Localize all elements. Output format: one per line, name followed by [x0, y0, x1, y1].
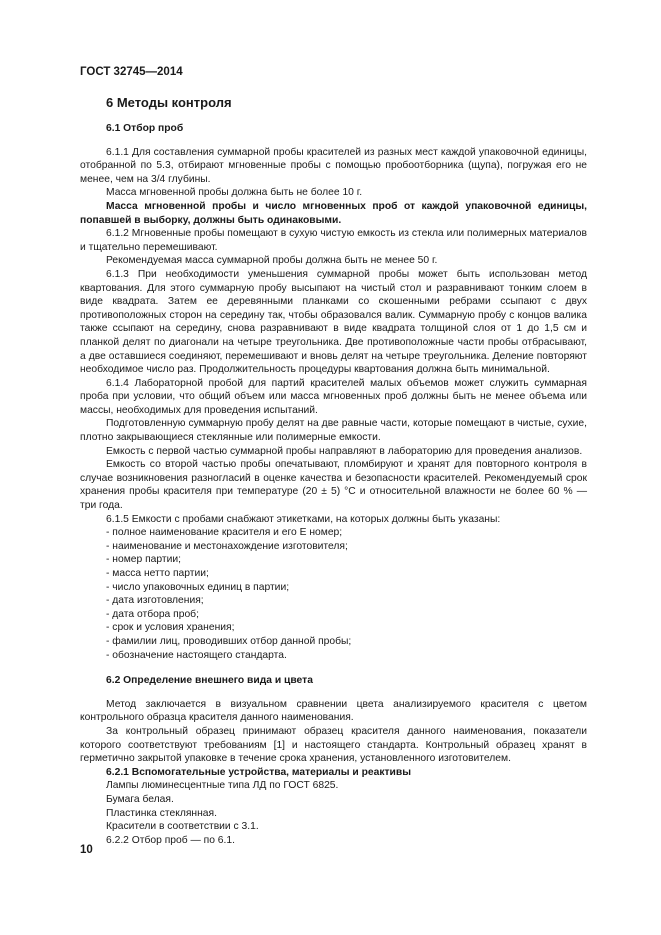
page-number: 10: [80, 844, 93, 856]
subsection-title-6-1: 6.1 Отбор проб: [106, 123, 184, 134]
document-body: [80, 120, 587, 847]
list-item: - наименование и местонахождение изготовителя;: [106, 540, 348, 552]
paragraph: Емкость с первой частью суммарной пробы направляют в лабораторию для проведения анализов.: [106, 445, 583, 457]
document-header: ГОСТ 32745—2014: [80, 66, 183, 78]
paragraph: Емкость со второй частью пробы опечатывают, пломбируют и хранят для повторного контроля в случае возникновения разногласий в оценке качества и безопасности красителей. Рекомендуемый срок хранения пробы красителя при температуре (20 ± 5) °С и относительной влажности не более 60 % — три года.: [80, 459, 587, 512]
paragraph: Подготовленную суммарную пробу делят на две равные части, которые помещают в чистые, сухие, плотно закрывающиеся стеклянные или полимерные емкости.: [80, 418, 587, 444]
subsection-title-6-2: 6.2 Определение внешнего вида и цвета: [106, 675, 313, 687]
list-item: - масса нетто партии;: [106, 568, 209, 579]
section-title: 6 Методы контроля: [106, 95, 232, 110]
bold-paragraph: Масса мгновенной пробы и число мгновенных проб от каждой упаковочной единицы, попавшей в выборку, должны быть одинаковыми.: [80, 200, 587, 226]
list-item: - число упаковочных единиц в партии;: [106, 581, 290, 593]
paragraph: Красители в соответствии с 3.1.: [106, 821, 259, 833]
paragraph: 6.1.3 При необходимости уменьшения суммарной пробы может быть использован метод квартования. Для этого суммарную пробу высыпают на чистый стол и разравнивают тонким слоем в виде квадрата. Затем ее деревянными планками со скошенными ребрами ссыпают с двух противоположных сторон на середину так, чтобы образовался валик. Суммарную пробу с концов валика также ссыпают на середину, снова разравнивают в виде квадрата толщиной слоя от 1 до 1,5 см и планкой делят по диагонали на четыре треугольника. Две противоположные части пробы отбрасывают, а две оставшиеся соединяют, перемешивают и вновь делят на четыре треугольника. Деление повторяют необходимое число раз. Продолжительность процедуры квартования должна быть минимальной.: [80, 268, 587, 376]
paragraph: Пластинка стеклянная.: [106, 807, 217, 819]
list-item: - дата отбора проб;: [106, 608, 199, 620]
list-item: - дата изготовления;: [106, 595, 204, 607]
paragraph: За контрольный образец принимают образец красителя данного наименования, показатели которого соответствуют требованиям [1] и настоящего стандарта. Контрольный образец хранят в герметично закрытой упаковке в течение срока хранения, установленного изготовителем.: [80, 725, 587, 765]
paragraph: Метод заключается в визуальном сравнении цвета анализируемого красителя с цветом контрольного образца красителя данного наименования.: [80, 698, 587, 724]
paragraph: 6.1.5 Емкости с пробами снабжают этикетками, на которых должны быть указаны:: [106, 513, 501, 525]
list-item: - номер партии;: [106, 554, 181, 566]
label-requirements-list: [80, 526, 587, 662]
paragraph: 6.1.4 Лабораторной пробой для партий красителей малых объемов может служить суммарная проба при условии, что общий объем или масса мгновенных проб должны быть не менее объема или массы, необходимых для проведения испытаний.: [80, 377, 587, 416]
paragraph: 6.1.2 Мгновенные пробы помещают в сухую чистую емкость из стекла или полимерных материалов и тщательно перемешивают.: [80, 228, 587, 253]
list-item: - полное наименование красителя и его Е номер;: [106, 527, 343, 539]
paragraph: 6.1.1 Для составления суммарной пробы красителей из разных мест каждой упаковочной единицы, отобранной по 5.3, отбирают мгновенные пробы с помощью пробоотборника (щупа), погружая его не менее, чем на 3/4 глубины.: [80, 146, 587, 185]
bold-paragraph: 6.2.1 Вспомогательные устройства, материалы и реактивы: [106, 766, 411, 778]
paragraph: Рекомендуемая масса суммарной пробы должна быть не менее 50 г.: [106, 255, 438, 267]
list-item: - обозначение настоящего стандарта.: [106, 649, 287, 661]
list-item: - срок и условия хранения;: [106, 622, 235, 634]
paragraph: Масса мгновенной пробы должна быть не более 10 г.: [106, 187, 363, 199]
paragraph: 6.2.2 Отбор проб — по 6.1.: [106, 834, 235, 846]
paragraph: Лампы люминесцентные типа ЛД по ГОСТ 6825.: [106, 780, 339, 792]
paragraph: Бумага белая.: [106, 793, 174, 805]
list-item: - фамилии лиц, проводивших отбор данной пробы;: [106, 635, 352, 647]
